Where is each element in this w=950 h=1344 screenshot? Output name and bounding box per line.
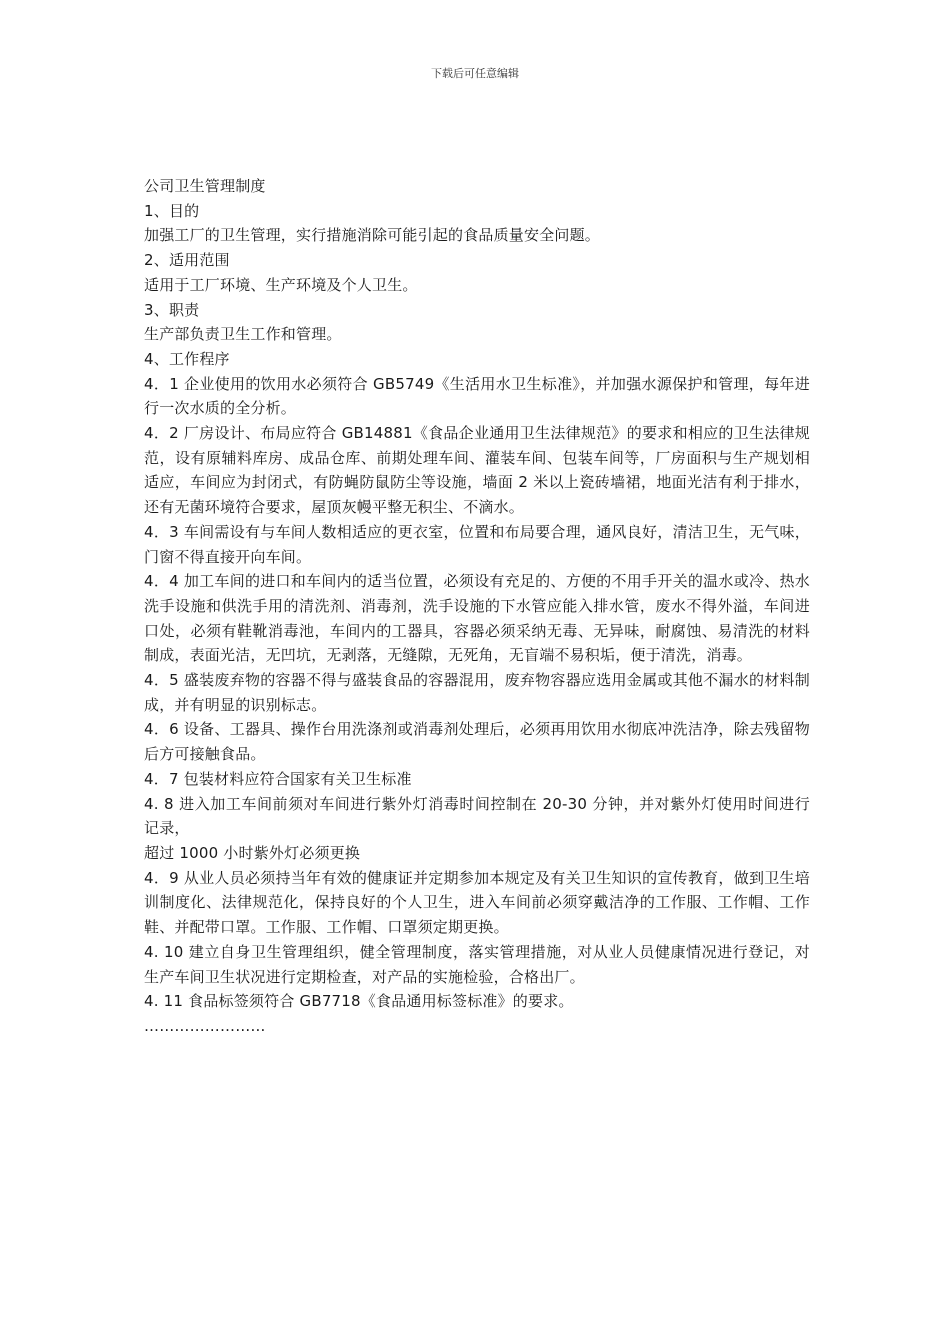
clause-4-6: 4．6 设备、工器具、操作台用洗涤剂或消毒剂处理后，必须再用饮用水彻底冲洗洁净，除去残留物后方可接触食品。 [144,720,810,764]
clause-4-4: 4．4 加工车间的进口和车间内的适当位置，必须设有充足的、方便的不用手开关的温水或冷、热水洗手设施和供洗手用的清洗剂、消毒剂，洗手设施的下水管应能入排水管，废水不得外溢，车间进口处，必须有鞋靴消毒池，车间内的工器具，容器必须采纳无毒、无异味，耐腐蚀、易清洗的材料制成，表面光洁，无凹坑，无剥落，无缝隙，无死角，无盲端不易积垢，便于清洗，消毒。 [144,572,810,665]
clause-4-10: 4. 10 建立自身卫生管理组织，健全管理制度，落实管理措施，对从业人员健康情况进行登记，对生产车间卫生状况进行定期检查，对产品的实施检验，合格出厂。 [144,942,810,986]
clause-4-8: 4. 8 进入加工车间前须对车间进行紫外灯消毒时间控制在 20-30 分钟，并对紫外灯使用时间进行记录， [144,794,810,838]
ellipsis-line: …………………… [144,1016,266,1035]
section-heading-scope: 2、适用范围 [144,251,230,270]
document-title: 公司卫生管理制度 [144,177,266,195]
clause-4-2: 4．2 厂房设计、布局应符合 GB14881《食品企业通用卫生法律规范》的要求和相应的卫生法律规范，设有原辅料库房、成品仓库、前期处理车间、灌装车间、包装车间等，厂房面积与生产规划相适应，车间应为封闭式，有防蝇防鼠防尘等设施，墙面 2 米以上瓷砖墙裙，地面光洁有利于排水，还有无菌环境符合要求，屋顶灰幔平整无积尘、不滴水。 [144,424,810,517]
clause-4-8-continued: 超过 1000 小时紫外灯必须更换 [144,843,361,862]
clause-4-7: 4．7 包装材料应符合国家有关卫生标准 [144,769,412,788]
clause-4-9: 4．9 从业人员必须持当年有效的健康证并定期参加本规定及有关卫生知识的宣传教育，做到卫生培训制度化、法律规范化，保持良好的个人卫生，进入车间前必须穿戴洁净的工作服、工作帽、工作鞋、并配带口罩。工作服、工作帽、口罩须定期更换。 [144,868,810,937]
section-heading-responsibility: 3、职责 [144,300,200,319]
page-header: 下载后可任意编辑 [431,67,519,80]
paragraph: 生产部负责卫生工作和管理。 [144,325,342,344]
paragraph: 适用于工厂环境、生产环境及个人卫生。 [144,275,418,294]
clause-4-5: 4．5 盛装废弃物的容器不得与盛装食品的容器混用，废弃物容器应选用金属或其他不漏水的材料制成，并有明显的识别标志。 [144,671,810,714]
section-heading-procedure: 4、工作程序 [144,349,230,368]
section-heading-purpose: 1、目的 [144,201,200,220]
clause-4-1: 4．1 企业使用的饮用水必须符合 GB5749《生活用水卫生标准》，并加强水源保护和管理，每年进行一次水质的全分析。 [144,374,810,418]
document-body [144,174,810,1039]
paragraph: 加强工厂的卫生管理，实行措施消除可能引起的食品质量安全问题。 [144,226,601,245]
clause-4-3: 4．3 车间需设有与车间人数相适应的更衣室，位置和布局要合理，通风良好，清洁卫生，无气味，门窗不得直接开向车间。 [144,522,810,566]
clause-4-11: 4. 11 食品标签须符合 GB7718《食品通用标签标准》的要求。 [144,992,574,1011]
